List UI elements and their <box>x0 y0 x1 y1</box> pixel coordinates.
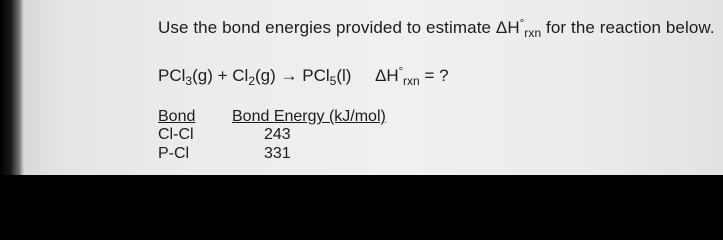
reactant-1-subscript: 3 <box>185 74 193 88</box>
table-header-energy: Bond Energy (kJ/mol) <box>232 108 386 125</box>
answer-degree: ° <box>398 66 404 78</box>
reaction-arrow: → <box>275 66 303 85</box>
question-prefix: Use the bond energies provided to estimate <box>158 18 496 37</box>
reactant-1-state: (g) <box>192 66 213 85</box>
table-cell-bond: P-Cl <box>158 145 190 162</box>
plus-sign: + <box>212 66 233 85</box>
table-header-bond: Bond <box>158 108 196 125</box>
table-cell-energy: 243 <box>264 126 291 143</box>
product <box>302 66 352 88</box>
question-text <box>158 18 715 40</box>
answer-delta-h-symbol: ΔH <box>375 66 399 85</box>
reactant-1-formula: PCl <box>158 66 186 85</box>
reactant-2-formula: Cl <box>232 66 249 85</box>
delta-h-symbol: ΔH <box>495 18 520 37</box>
left-border <box>0 0 18 175</box>
reaction-equation <box>158 66 351 88</box>
reactant-1 <box>158 66 213 88</box>
table-cell-energy: 331 <box>264 145 291 162</box>
table-cell-bond: Cl-Cl <box>158 126 194 143</box>
product-subscript: 5 <box>329 74 337 88</box>
reactant-2 <box>232 66 276 88</box>
product-state: (l) <box>336 66 352 85</box>
answer-rxn-subscript: rxn <box>403 74 420 88</box>
rxn-subscript: rxn <box>524 26 542 40</box>
reactant-2-state: (g) <box>255 66 276 85</box>
question-suffix: for the reaction below. <box>541 18 715 37</box>
product-formula: PCl <box>302 66 330 85</box>
answer-prompt <box>375 66 449 88</box>
reactant-2-subscript: 2 <box>248 74 255 88</box>
answer-equals: = ? <box>419 66 449 85</box>
standard-degree: ° <box>519 18 525 30</box>
